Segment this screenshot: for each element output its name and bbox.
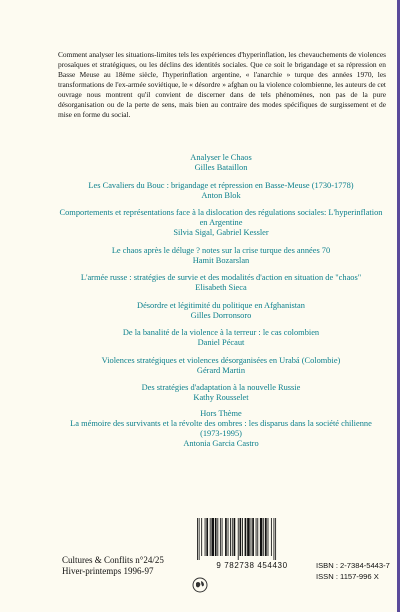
toc-entry-title: Les Cavaliers du Bouc : brigandage et répression en Basse-Meuse (1730-1778)	[88, 180, 354, 190]
toc-entry	[58, 328, 384, 348]
intro-paragraph: Comment analyser les situations-limites tels les expériences d'hyperinflation, les chevauchements de violences prosaïques et stratégiques, ou les déclins des identités sociales. Que ce soit le brigandage et sa répression en Basse Meuse au 18ème siècle, l'hyperinflation argentine, « l'anarchie » turque des années 1970, les transformations de l'ex-armée soviétique, le « désordre » afghan ou la violence colombienne, les auteurs de cet ouvrage nous montrent qu'il convient de discerner dans de tels phénomènes, non pas de la pure désorganisation ou de la perte de sens, mais bien au contraire des modes spécifiques de surgissement et de mise en forme du social.	[58, 50, 386, 119]
barcode-bar	[220, 518, 221, 556]
barcode	[193, 518, 311, 572]
toc-entry	[58, 383, 384, 403]
issn-number: ISSN : 1157-996 X	[316, 572, 379, 581]
barcode-bar	[206, 518, 208, 556]
barcode-bar	[251, 518, 252, 556]
barcode-bar	[247, 518, 250, 556]
toc-entry	[58, 273, 384, 293]
barcode-bar	[197, 518, 198, 560]
toc-entry-title: Violences stratégiques et violences désorganisées en Urabá (Colombie)	[101, 355, 341, 365]
toc-entry-title: Le chaos après le déluge ? notes sur la crise turque des années 70	[111, 245, 331, 255]
barcode-bars	[193, 518, 311, 560]
toc-entry-author: Antonia Garcia Castro	[183, 438, 259, 448]
toc-entry-author: Kathy Rousselet	[193, 393, 249, 402]
barcode-bar	[199, 518, 200, 560]
barcode-bar	[201, 518, 202, 556]
barcode-bar	[268, 518, 269, 556]
barcode-bar	[257, 518, 258, 556]
barcode-bar	[230, 518, 231, 556]
toc-entry-title: La mémoire des survivants et la révolte des ombres : les disparus dans la société chilienne (1973-1995)	[70, 418, 372, 438]
toc-entry-author: Elisabeth Sieca	[195, 283, 247, 292]
toc-entry-author: Anton Blok	[201, 190, 241, 200]
barcode-bar	[245, 518, 247, 556]
toc-entry-author: Daniel Pécaut	[197, 338, 245, 347]
barcode-bar	[265, 518, 267, 556]
toc-entry-title: Des stratégies d'adaptation à la nouvelle Russie	[141, 383, 301, 392]
barcode-bar	[242, 518, 243, 556]
barcode-bar	[263, 518, 264, 556]
barcode-bar	[211, 518, 214, 556]
barcode-bar	[222, 518, 223, 556]
toc-entry-title: Analyser le Chaos	[190, 153, 252, 162]
toc-entry-title: L'armée russe : stratégies de survie et des modalités d'action en situation de "chaos"	[80, 273, 362, 282]
toc-entry-author: Hamit Bozarslan	[192, 255, 250, 265]
barcode-bar	[232, 518, 233, 556]
isbn-number: ISBN : 2-7384-5443-7	[316, 561, 390, 570]
barcode-bar	[252, 518, 254, 556]
barcode-bar	[256, 518, 257, 556]
toc-entry-author: Gilles Dorronsoro	[190, 310, 252, 320]
globe-icon	[192, 577, 208, 593]
toc-entry-author: Silvia Sigal, Gabriel Kessler	[173, 228, 269, 237]
barcode-bar	[228, 518, 229, 556]
toc-entry-title: Désordre et légitimité du politique en Afghanistan	[137, 300, 305, 310]
journal-info	[62, 555, 164, 577]
toc-entry	[58, 181, 384, 201]
barcode-bar	[217, 518, 218, 556]
toc-entry	[58, 153, 384, 173]
toc-entry-title: Comportements et représentations face à la dislocation des régulations sociales: L'hyperinflation en Argentine	[59, 208, 383, 227]
barcode-bar	[205, 518, 206, 556]
publication-codes	[316, 560, 390, 582]
barcode-bar	[238, 518, 239, 560]
hors-theme-heading: Hors Thème	[200, 408, 242, 418]
toc-entry	[58, 356, 384, 376]
barcode-bar	[274, 518, 275, 560]
journal-season: Hiver-printemps 1996-97	[62, 566, 154, 576]
barcode-bar	[215, 518, 217, 556]
barcode-digits: 9 782738 454430	[216, 561, 288, 570]
barcode-bar	[234, 518, 236, 556]
barcode-bar	[275, 518, 276, 560]
toc-entry-author: Gilles Bataillon	[194, 163, 248, 172]
barcode-bar	[210, 518, 211, 556]
toc-entry	[58, 246, 384, 266]
barcode-bar	[260, 518, 263, 556]
barcode-bar	[240, 518, 242, 556]
hors-theme-section	[58, 409, 384, 449]
table-of-contents	[58, 153, 384, 456]
toc-entry	[58, 301, 384, 321]
journal-name: Cultures & Conflits n°24/25	[62, 555, 164, 565]
toc-entry	[58, 208, 384, 238]
barcode-bar	[225, 518, 227, 556]
barcode-bar	[271, 518, 272, 556]
toc-entry-author: Gérard Martin	[196, 365, 246, 375]
toc-entry-title: De la banalité de la violence à la terreur : le cas colombien	[122, 328, 320, 337]
